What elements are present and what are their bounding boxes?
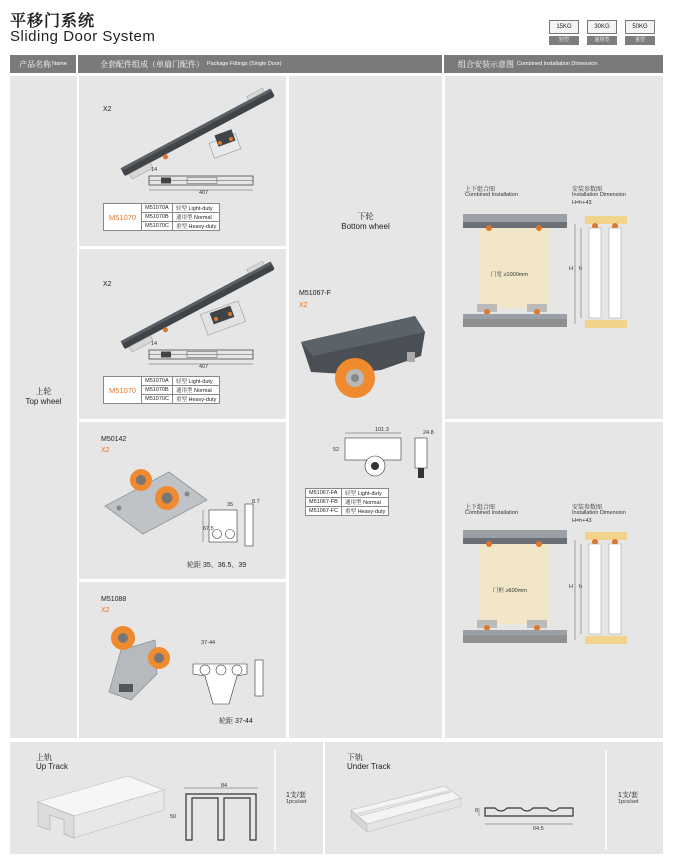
wheel-spacing: 轮距 35、36.5、39 — [187, 562, 247, 569]
divider — [274, 750, 276, 850]
page-title-zh: 平移门系统 — [10, 13, 96, 30]
dimension-width: 101.3 — [375, 427, 389, 433]
bottom-wheel-label-zh: 下轮 — [357, 212, 374, 221]
table-row — [306, 507, 389, 516]
top-wheel-name-cell — [10, 76, 77, 738]
load-badge-heavy — [625, 20, 655, 45]
kit-panel-1 — [79, 76, 286, 246]
installation-dimension-drawing — [571, 532, 631, 650]
sliding-hanger-image — [99, 86, 284, 181]
roller-bracket-image — [97, 614, 284, 724]
header-installation-zh: 组合安装示意图 — [458, 59, 514, 69]
top-wheel-label-zh: 上轮 — [35, 387, 52, 396]
combined-installation-en: Combined Installation — [465, 192, 518, 198]
top-wheel-label — [10, 386, 77, 406]
wheel-spacing: 轮距 37-44 — [219, 718, 253, 725]
installation-panel-1 — [445, 76, 663, 419]
header-fittings — [78, 55, 444, 73]
bottom-wheel-image — [297, 312, 439, 408]
dimension-length: 407 — [199, 190, 209, 196]
installation-dimension-drawing — [571, 216, 631, 334]
dimension-width: 14 — [151, 167, 158, 173]
dimension-width: 64.5 — [533, 826, 544, 832]
installation-dimension-en: Installation Dimension — [572, 510, 626, 516]
kit-quantity: X2 — [103, 106, 112, 113]
load-badge-normal — [587, 20, 617, 45]
installation-dimension-zh: 安装参数图 — [572, 187, 603, 193]
kit-spec-table — [103, 203, 220, 231]
variant-desc: 轻型 Light-duty — [172, 377, 219, 386]
header-name-en: Name — [52, 61, 67, 67]
dimension-width: 14 — [151, 341, 158, 347]
installation-dimension-en: Installation Dimension — [572, 192, 626, 198]
dimension-length: 407 — [199, 364, 209, 370]
dimension-height: 67.5 — [203, 526, 214, 532]
height-h-label: h — [579, 584, 583, 590]
variant-desc: 重型 Heavy-duty — [172, 222, 219, 231]
up-track-zh: 上轨 — [36, 753, 52, 762]
sliding-hanger-image — [99, 259, 284, 354]
variant-desc: 通用型 Normal — [172, 386, 219, 395]
load-badge-weight: 50KG — [625, 20, 655, 34]
roller-bracket-image — [99, 456, 284, 566]
up-track-quantity-en: 1pcs/set — [286, 799, 307, 805]
divider — [605, 750, 607, 850]
installation-panel-2 — [445, 422, 663, 738]
kit-quantity: X2 — [101, 607, 110, 614]
variant-code: M51070A — [142, 204, 173, 213]
table-row — [104, 377, 220, 386]
load-badge-type: 轻型 — [549, 36, 579, 45]
variant-desc: 重型 Heavy-duty — [342, 507, 389, 516]
kit-model: M51088 — [101, 596, 127, 603]
header-installation-en: Combined Installation Dimension — [517, 61, 598, 67]
bottom-wheel-panel — [289, 76, 442, 738]
variant-code: M51067-FB — [306, 498, 342, 507]
variant-code: M51067-FA — [306, 489, 342, 498]
load-badge-type: 通用型 — [587, 36, 617, 45]
load-badge-weight: 15KG — [549, 20, 579, 34]
kit-model: M51070 — [104, 377, 142, 404]
height-formula: H=h+43 — [572, 518, 592, 524]
kit-quantity: X2 — [101, 447, 110, 454]
combined-installation-en: Combined Installation — [465, 510, 518, 516]
bottom-wheel-label — [289, 211, 442, 231]
header-name — [10, 55, 78, 73]
height-H-label: H — [569, 266, 573, 272]
up-track-panel — [10, 742, 323, 854]
load-badges — [549, 20, 655, 45]
dimension-side: 24.8 — [423, 430, 434, 436]
variant-desc: 通用型 Normal — [172, 213, 219, 222]
header-installation — [444, 55, 663, 73]
dimension-width: 35 — [227, 502, 234, 508]
door-size-label: 门框 ≥600mm — [493, 588, 527, 594]
header-fittings-zh: 全套配件组成（单扇门配件） — [100, 59, 204, 69]
door-size-label: 门宽 ≥1000mm — [491, 272, 528, 278]
up-track-en: Up Track — [36, 762, 69, 771]
up-track-image — [28, 772, 168, 842]
under-track-quantity-en: 1pcs/set — [618, 799, 639, 805]
variant-code: M51070C — [142, 222, 173, 231]
kit-panel-2 — [79, 249, 286, 419]
load-badge-light — [549, 20, 579, 45]
under-track-quantity-zh: 1支/套 — [618, 792, 638, 799]
dimension-side: 8.7 — [252, 499, 260, 505]
dimension-width: 37-44 — [201, 640, 216, 646]
page-title-en: Sliding Door System — [10, 28, 156, 45]
bottom-wheel-spec-table — [305, 488, 389, 516]
table-row — [306, 489, 389, 498]
up-track-profile-drawing — [178, 784, 264, 844]
dimension-height: 52 — [333, 447, 340, 453]
header-name-zh: 产品名称 — [19, 59, 52, 69]
bottom-wheel-quantity: X2 — [299, 302, 308, 309]
table-row — [306, 498, 389, 507]
kit-panel-3 — [79, 422, 286, 579]
variant-code: M51070B — [142, 213, 173, 222]
height-h-label: h — [579, 266, 583, 272]
variant-desc: 轻型 Light-duty — [342, 489, 389, 498]
bottom-wheel-model: M51067-F — [299, 290, 331, 297]
variant-desc: 通用型 Normal — [342, 498, 389, 507]
kit-model: M51070 — [104, 204, 142, 231]
dimension-width: 84 — [221, 783, 228, 789]
load-badge-type: 重型 — [625, 36, 655, 45]
variant-code: M51070C — [142, 395, 173, 404]
header-fittings-en: Package Fittings (Single Door) — [207, 61, 282, 67]
bottom-wheel-drawing — [335, 428, 435, 484]
combined-installation-zh: 上下组合图 — [465, 505, 496, 511]
dimension-height: 50 — [170, 814, 177, 820]
kit-panel-4 — [79, 582, 286, 738]
variant-desc: 轻型 Light-duty — [172, 204, 219, 213]
load-badge-weight: 30KG — [587, 20, 617, 34]
kit-quantity: X2 — [103, 281, 112, 288]
under-track-panel — [325, 742, 663, 854]
dimension-height: 8 — [475, 808, 479, 814]
kit-model: M50142 — [101, 436, 127, 443]
under-track-image — [345, 784, 465, 838]
variant-code: M51070B — [142, 386, 173, 395]
variant-code: M51070A — [142, 377, 173, 386]
under-track-profile-drawing — [475, 798, 585, 830]
variant-code: M51067-FC — [306, 507, 342, 516]
kit-spec-table — [103, 376, 220, 404]
under-track-en: Under Track — [347, 762, 391, 771]
up-track-quantity-zh: 1支/套 — [286, 792, 306, 799]
under-track-zh: 下轨 — [347, 753, 363, 762]
variant-desc: 重型 Heavy-duty — [172, 395, 219, 404]
bottom-wheel-label-en: Bottom wheel — [341, 222, 390, 231]
height-formula: H=h+43 — [572, 200, 592, 206]
table-row — [104, 204, 220, 213]
combined-installation-zh: 上下组合图 — [465, 187, 496, 193]
installation-dimension-zh: 安装参数图 — [572, 505, 603, 511]
table-header — [10, 55, 663, 73]
height-H-label: H — [569, 584, 573, 590]
top-wheel-label-en: Top wheel — [25, 397, 62, 406]
